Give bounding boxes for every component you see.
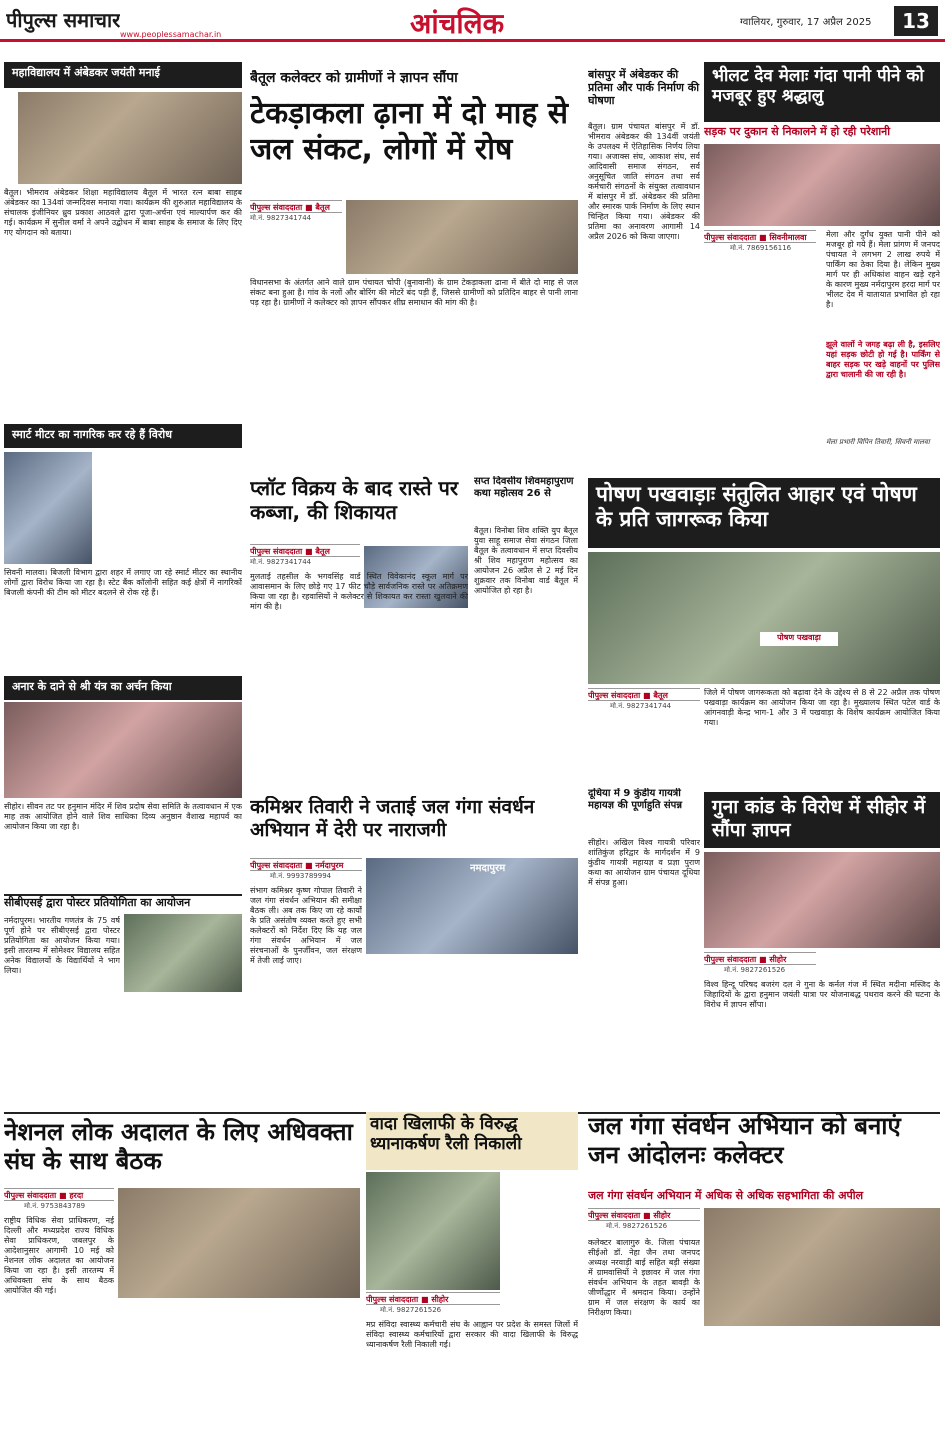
mobile-bhilat: मो.नं. 7869156116 — [730, 244, 792, 252]
body-guna: विश्व हिन्दू परिषद बजरंग दल ने गुना के कर्नल गंज में स्थित मदीना मस्जिद के जिहादियों के द्वारा हनुमान जयंती यात्रा पर योजनाबद्ध पथराव करने की घटना के विरोध में ज्ञापन सौंपा। — [704, 980, 940, 1009]
headline-ambedkar-college: महाविद्यालय में अंबेडकर जयंती मनाई — [4, 62, 242, 88]
quote-attribution-bhilat: मेला प्रभारी विपिन तिवारी, सिवनी मालवा — [826, 438, 930, 446]
photo-shri-yantra — [4, 702, 242, 798]
quote-bhilat: झूले वालों ने जगह बढ़ा ली है, इसलिए यहां सड़क छोटी हो गई है। पार्किंग से बाहर सड़क पर खड़े वाहनों पर पुलिस द्वारा चालानी की जा रही है। — [826, 340, 940, 379]
photo-jal-ganga — [704, 1208, 940, 1326]
brand-url: www.peoplessamachar.in — [120, 30, 222, 39]
photo-smart-meter — [4, 452, 92, 564]
mobile-jal-ganga: मो.नं. 9827261526 — [606, 1222, 668, 1230]
byline-jal-ganga: पीपुल्स संवाददाता ■ सीहोर — [588, 1208, 700, 1221]
photo-guna — [704, 852, 940, 948]
body-shivmahapuran: बैतूल। विनोबा शिव शक्ति युप बैतूल युवा साहू समाज सेवा संगठन जिला बैतूल के तत्वावधान में सप्त दिवसीय श्री शिव महापुराण महोत्सव का आयोजन 26 अप्रैल से 2 मई दिन शुक्रवार तक विनोबा वार्ड बैतूल में आयोजित हो रहा है। — [474, 526, 578, 595]
photo-lok-adalat — [118, 1188, 360, 1298]
headline-plot: प्लॉट विक्रय के बाद रास्ते पर कब्जा, की शिकायत — [250, 476, 459, 524]
kicker-tekdakala: बैतूल कलेक्टर को ग्रामीणों ने ज्ञापन सौंपा — [250, 70, 458, 86]
dateline: ग्वालियर, गुरुवार, 17 अप्रैल 2025 — [740, 17, 872, 28]
headline-cbse-poster: सीबीएसई द्वारा पोस्टर प्रतियोगिता का आयोजन — [4, 894, 242, 912]
headline-smart-meter: स्मार्ट मीटर का नागरिक कर रहे हैं विरोध — [4, 424, 242, 448]
headline-shri-yantra: अनार के दाने से श्री यंत्र का अर्चन किया — [4, 676, 242, 700]
body-rally: मप्र संविदा स्वास्थ्य कर्मचारी संघ के आह्वान पर प्रदेश के समस्त जिलों में संविदा स्वास्थ्य कर्मचारियों द्वारा सरकार की वादा खिलाफी के विरुद्ध ध्यानाकर्षण रैली निकाली गई। — [366, 1320, 578, 1349]
byline-commissioner: पीपुल्स संवाददाता ■ नर्मदापुरम — [250, 858, 362, 871]
byline-lok-adalat: पीपुल्स संवाददाता ■ हरदा — [4, 1188, 114, 1201]
subtitle-bhilat: सड़क पर दुकान से निकालने में हो रही परेशानी — [704, 125, 891, 138]
body-tekdakala: विधानसभा के अंतर्गत आने वाले ग्राम पंचायत चोपी (बुनावानी) के ग्राम टेकड़ाकला ढाना में बीते दो माह से जल संकट बना हुआ है। गांव के नलों और बोरिंग की मोटरें बंद पड़ी हैं, जिससे ग्रामीणों को प्रतिदिन बाहर से पानी लाना पड़ रहा है। ग्रामीणों ने कलेक्टर को ज्ञापन सौंपकर शीघ्र समाधान की मांग की है। — [250, 278, 578, 307]
body-jal-ganga: कलेक्टर बालागुरु के. जिला पंचायत सीईओ डॉ. नेहा जैन तथा जनपद अध्यक्ष नरवाड़ी बाई सहित बड़ी संख्या में ग्रामवासियों ने इछावर में जल गंगा संवर्धन अभियान के तहत बावड़ी के जीर्णोद्धार में श्रमदान किया। उन्होंने ग्राम में जल संरक्षण के कार्य का निरीक्षण किया। — [588, 1238, 700, 1317]
headline-lok-adalat: नेशनल लोक अदालत के लिए अधिवक्ता संघ के साथ बैठक — [4, 1118, 353, 1175]
photo-poshan — [588, 552, 940, 684]
subtitle-jal-ganga: जल गंगा संवर्धन अभियान में अधिक से अधिक सहभागिता की अपील — [588, 1189, 864, 1202]
body-poshan: जिले में पोषण जागरूकता को बढ़ावा देने के उद्देश्य से 8 से 22 अप्रैल तक पोषण पखवाड़ा कार्यक्रम का आयोजन किया जा रहा है। मुख्यालय स्थित पटेल वार्ड के आंगनवाड़ी केन्द्र भाग-1 और 3 में पखवाड़ा के विशेष कार्यक्रम आयोजित किया गया। — [704, 688, 940, 727]
photo-tekdakala — [346, 200, 578, 274]
mobile-tekdakala: मो.नं. 9827341744 — [250, 214, 312, 222]
body-smart-meter: सिवनी मालवा। बिजली विभाग द्वारा शहर में लगाए जा रहे स्मार्ट मीटर का स्थानीय लोगों द्वारा विरोध किया जा रहा है। स्टेट बैंक कॉलोनी सहित कई क्षेत्रों में नागरिकों बिजली कंपनी की टीम को मीटर बदलने से रोक रहे हैं। — [4, 568, 242, 597]
byline-bhilat: पीपुल्स संवाददाता ■ सिवनीमालवा — [704, 230, 816, 243]
body-basapur: बैतूल। ग्राम पंचायत बांसपुर में डॉ. भीमराव अंबेडकर की 134वीं जयंती के उपलक्ष्य में ऐतिहासिक निर्णय लिया गया। अजाक्स संघ, आकाश संघ, सर्व आदिवासी समाज संगठन, सर्व अनुसूचित जाति संगठन तथा सर्व कर्मचारी संगठनों के संयुक्त तत्वावधान में बांसपुर में डॉ. अंबेडकर की प्रतिमा और स्मारक पार्क निर्माण के लिए स्थान चिन्हित किया गया। अंबेडकर की प्रतिमा का अनावरण आगामी 14 अप्रैल 2026 को किया जाएगा। — [588, 122, 700, 241]
headline-commissioner: कमिश्नर तिवारी ने जताई जल गंगा संवर्धन अभियान में देरी पर नाराजगी — [250, 796, 535, 841]
byline-tekdakala: पीपुल्स संवाददाता ■ बैतूल — [250, 200, 342, 213]
byline-rally: पीपुल्स संवाददाता ■ सीहोर — [366, 1292, 500, 1305]
photo-ambedkar-college — [18, 92, 242, 184]
mobile-poshan: मो.नं. 9827341744 — [610, 702, 672, 710]
headline-gayatri: दूधिया में 9 कुंडीय गायत्री महायज्ञ की पूर्णाहुति संपन्न — [588, 788, 683, 811]
byline-plot: पीपुल्स संवाददाता ■ बैतूल — [250, 544, 360, 557]
banner-poshan: पोषण पखवाड़ा — [760, 632, 838, 646]
body-gayatri: सीहोर। अखिल विश्व गायत्री परिवार शांतिकुंज हरिद्वार के मार्गदर्शन में 9 कुंडीय गायत्री महायज्ञ व प्रज्ञा पुराण कथा का आयोजन ग्राम पंचायत दूधिया में संपन्न हुआ। — [588, 838, 700, 887]
page-number: 13 — [894, 6, 938, 36]
section-title: आंचलिक — [410, 7, 505, 40]
body-bhilat-left — [704, 258, 822, 468]
headline-bhilat: भीलट देव मेलाः गंदा पानी पीने को मजबूर हुए श्रद्धालु — [704, 62, 940, 122]
mobile-lok-adalat: मो.नं. 9753843789 — [24, 1202, 86, 1210]
photo-bhilat — [704, 144, 940, 226]
body-cbse-poster: नर्मदापुरम। भारतीय गणतंत्र के 75 वर्ष पूर्ण होने पर सीबीएसई द्वारा पोस्टर प्रतियोगिता का आयोजन किया गया। इसी तारतम्य में सोमेश्वर विद्यालय सहित अनेक विद्यालयों के विद्यार्थियों ने भाग लिया। — [4, 916, 120, 975]
photo-cbse-poster — [124, 914, 242, 992]
body-ambedkar-college: बैतूल। भीमराव अंबेडकर शिक्षा महाविद्यालय बैतूल में भारत रत्न बाबा साहब अंबेडकर का 134वां जन्मदिवस मनाया गया। कार्यक्रम की शुरुआत महाविद्यालय के संचालक इंजीनियर ध्रुव प्रकाश आठवले द्वारा पूजा-अर्चना एवं माल्यार्पण कर की गई। कार्यक्रम में सुनील वर्मा ने अपने उद्बोधन में बाबा साहब के समाज के लिए दिए गए योगदान को बताया। — [4, 188, 242, 237]
body-plot: मुलताई तहसील के भगवसिंह वार्ड स्थित विवेकानंद स्कूल मार्ग पर आवासमान के लिए छोड़े गए 17 फीट चौड़े सार्वजनिक रास्ते पर अतिक्रमण किया जा रहा है। रहवासियों ने कलेक्टर से शिकायत कर रास्ता खुलवाने की मांग की है। — [250, 572, 468, 611]
byline-poshan: पीपुल्स संवाददाता ■ बैतूल — [588, 688, 700, 701]
mobile-plot: मो.नं. 9827341744 — [250, 558, 312, 566]
mobile-guna: मो.नं. 9827261526 — [724, 966, 786, 974]
headline-jal-ganga: जल गंगा संवर्धन अभियान को बनाएं जन आंदोलनः कलेक्टर — [588, 1112, 901, 1169]
headline-rally: वादा खिलाफी के विरुद्ध ध्यानाकर्षण रैली निकाली — [366, 1112, 578, 1170]
headline-basapur: बांसपुर में अंबेडकर की प्रतिमा और पार्क निर्माण की घोषणा — [588, 68, 700, 108]
mobile-rally: मो.नं. 9827261526 — [380, 1306, 442, 1314]
body-shri-yantra: सीहोर। सीवन तट पर हनुमान मंदिर में शिव प्रदोष सेवा समिति के तत्वावधान में एक माह तक आयोजित होने वाले शिव साधिका दिव्य अनुष्ठान वैशाख महापर्व का आयोजन किया जा रहा है। — [4, 802, 242, 831]
body-bhilat: मेला और दुर्गंध युक्त पानी पीने को मजबूर हो गये हैं। मेला प्रांगण में जनपद पंचायत ने लगभग 2 लाख रुपये में पार्किंग का ठेका दिया है। लेकिन मुख्य मार्ग पर ही अधिकांश वाहन खड़े रहने के कारण मुख्य नर्मदापुरम हरदा मार्ग पर भीलट देव में यातायात प्रभावित हो रहा है। — [826, 230, 940, 309]
body-commissioner: संभाग कमिश्नर कृष्ण गोपाल तिवारी ने जल गंगा संवर्धन अभियान की समीक्षा बैठक ली। अब तक किए जा रहे कार्यों के प्रति असंतोष व्यक्त करते हुए सभी कलेक्टरों को निर्देश दिए कि यह जल गंगा संवर्धन अभियान में जल संरचनाओं के पुनर्जीवन, जल संरक्षण में तेजी लाई जाए। — [250, 886, 362, 965]
headline-guna: गुना कांड के विरोध में सीहोर में सौंपा ज्ञापन — [704, 792, 940, 848]
brand-logo: पीपुल्स समाचार — [6, 8, 121, 32]
banner-commissioner: नमदापुरम — [470, 863, 506, 874]
headline-shivmahapuran: सप्त दिवसीय शिवमहापुराण कथा महोत्सव 26 से — [474, 476, 574, 499]
headline-tekdakala: टेकड़ाकला ढ़ाना में दो माह से जल संकट, लोगों में रोष — [250, 96, 568, 167]
headline-poshan: पोषण पखवाड़ाः संतुलित आहार एवं पोषण के प्रति जागरूक किया — [588, 478, 940, 548]
byline-guna: पीपुल्स संवाददाता ■ सीहोर — [704, 952, 816, 965]
body-lok-adalat: राष्ट्रीय विधिक सेवा प्राधिकरण, नई दिल्ली और मध्यप्रदेश राज्य विधिक सेवा प्राधिकरण, जबलपुर के आदेशानुसार आगामी 10 मई को नेशनल लोक अदालत का आयोजन किया जा रहा है। इसी तारतम्य में अधिवक्ता संघ के साथ बैठक आयोजित की गई। — [4, 1216, 114, 1295]
photo-rally — [366, 1172, 500, 1290]
mobile-commissioner: मो.नं. 9993789994 — [270, 872, 332, 880]
